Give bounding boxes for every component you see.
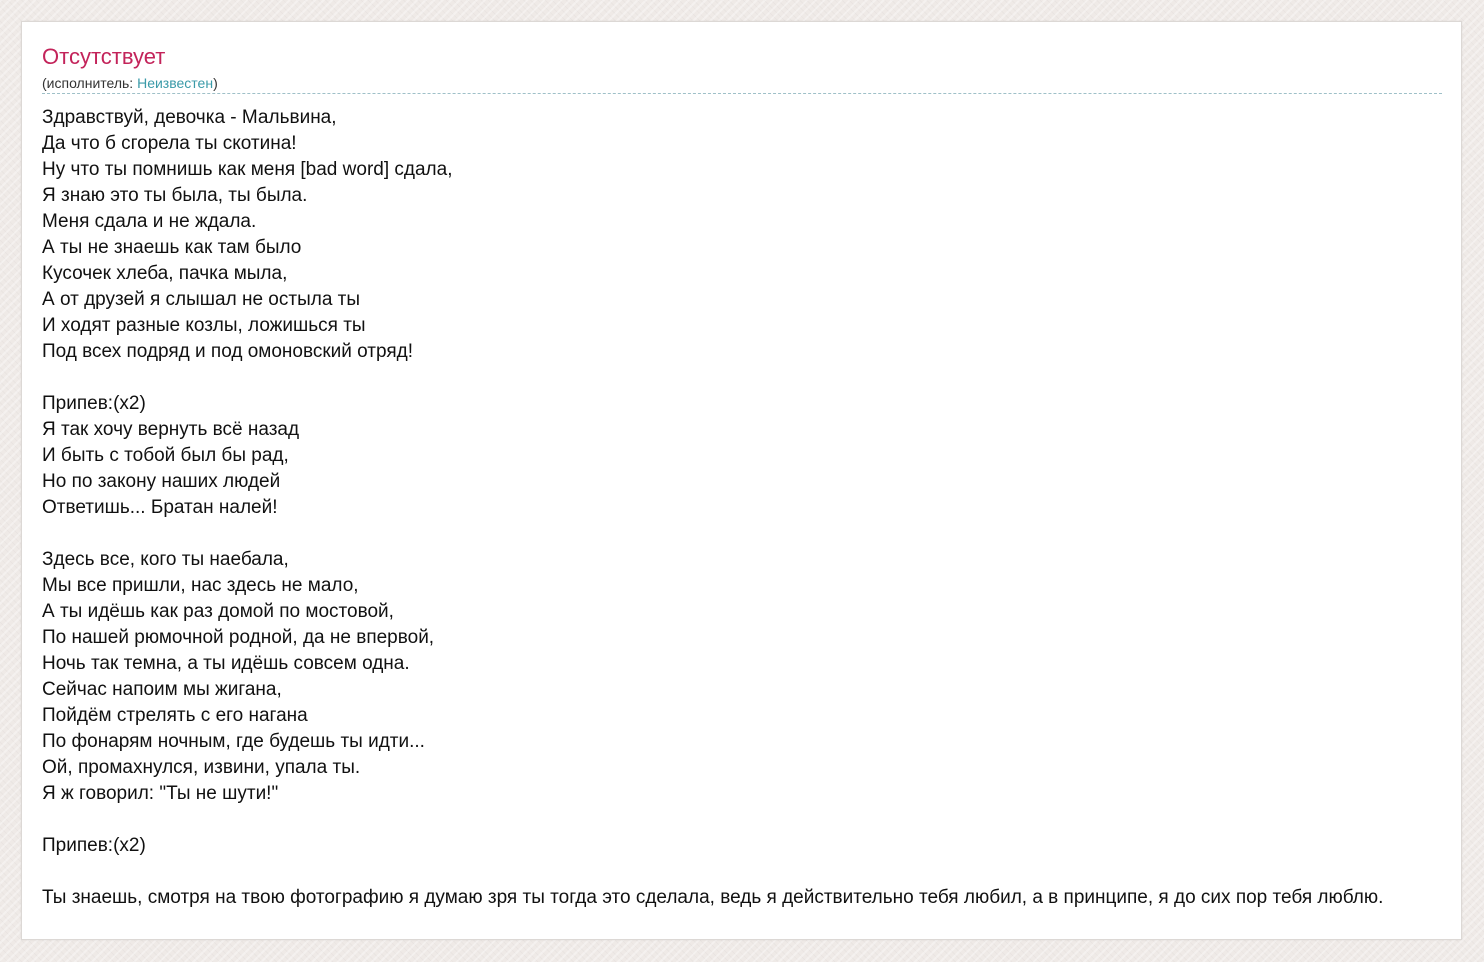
artist-link[interactable]: Неизвестен	[137, 75, 214, 91]
lyrics-line: По фонарям ночным, где будешь ты идти...	[42, 731, 425, 752]
lyrics-line: И ходят разные козлы, ложишься ты	[42, 315, 366, 336]
lyrics-line: Здравствуй, девочка - Мальвина,	[42, 107, 337, 128]
lyrics-line: Я знаю это ты была, ты была.	[42, 185, 308, 206]
artist-suffix: )	[213, 75, 218, 91]
lyrics-line: Меня сдала и не ждала.	[42, 211, 257, 232]
lyrics-line: Сейчас напоим мы жигана,	[42, 679, 282, 700]
lyrics-line: Припев:(x2)	[42, 835, 146, 856]
lyrics-line: А от друзей я слышал не остыла ты	[42, 289, 361, 310]
lyrics-blank-line	[42, 859, 1482, 885]
artist-prefix: (исполнитель:	[42, 75, 138, 91]
lyrics-blank-line	[42, 365, 1482, 391]
lyrics-line: Под всех подряд и под омоновский отряд!	[42, 341, 414, 362]
lyrics-line: Кусочек хлеба, пачка мыла,	[42, 263, 288, 284]
lyrics-line: Ну что ты помнишь как меня [bad word] сдала,	[42, 159, 453, 180]
lyrics-line: Пойдём стрелять с его нагана	[42, 705, 308, 726]
lyrics-line: Я ж говорил: "Ты не шути!"	[42, 783, 279, 804]
song-title: Отсутствует	[42, 44, 166, 69]
lyrics-blank-line	[42, 807, 1482, 833]
lyrics-line: И быть с тобой был бы рад,	[42, 445, 289, 466]
lyrics-line: А ты не знаешь как там было	[42, 237, 302, 258]
lyrics-line: Ответишь... Братан налей!	[42, 497, 278, 518]
lyrics-line: Ночь так темна, а ты идёшь совсем одна.	[42, 653, 410, 674]
artist-line	[42, 74, 218, 92]
lyrics-line: Но по закону наших людей	[42, 471, 281, 492]
lyrics-line: Ты знаешь, смотря на твою фотографию я думаю зря ты тогда это сделала, ведь я действительно тебя любил, а в принципе, я до сих пор тебя люблю.	[42, 887, 1384, 908]
title-separator	[42, 93, 1442, 94]
lyrics-line: Ой, промахнулся, извини, упала ты.	[42, 757, 361, 778]
lyrics-line: Припев:(x2)	[42, 393, 146, 414]
lyrics-line: А ты идёшь как раз домой по мостовой,	[42, 601, 394, 622]
lyrics-line: По нашей рюмочной родной, да не впервой,	[42, 627, 435, 648]
lyrics-blank-line	[42, 521, 1482, 547]
lyrics-line: Здесь все, кого ты наебала,	[42, 549, 289, 570]
lyrics-line: Да что б сгорела ты скотина!	[42, 133, 297, 154]
lyrics-line: Я так хочу вернуть всё назад	[42, 419, 300, 440]
lyrics-card	[21, 21, 1462, 940]
lyrics-text	[42, 105, 1482, 911]
lyrics-line: Мы все пришли, нас здесь не мало,	[42, 575, 359, 596]
